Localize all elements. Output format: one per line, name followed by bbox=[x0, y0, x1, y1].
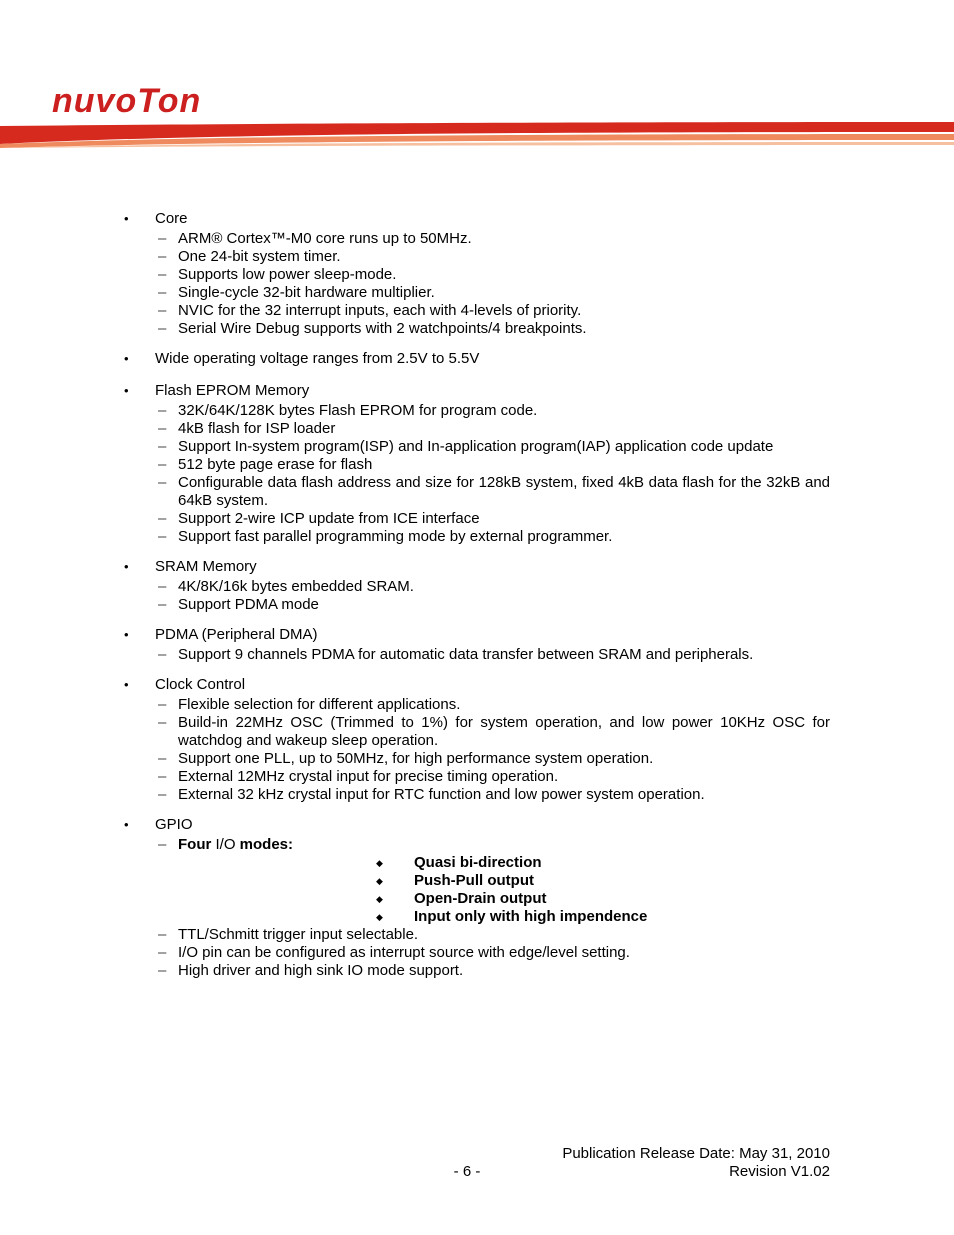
logo-text: nuvoTon bbox=[52, 88, 202, 118]
dash-icon: – bbox=[158, 320, 167, 337]
list-item: – High driver and high sink IO mode support. bbox=[158, 962, 464, 979]
dash-icon: – bbox=[158, 578, 167, 595]
bullet-item: • GPIO bbox=[0, 814, 954, 836]
list-item: – Build-in 22MHz OSC (Trimmed to 1%) for system operation, and low power 10KHz OSC for watchdog and wakeup sleep operation. bbox=[158, 714, 830, 749]
dash-icon: – bbox=[158, 230, 167, 247]
list-item: – TTL/Schmitt trigger input selectable. bbox=[158, 926, 419, 943]
list-item: – Support In-system program(ISP) and In-application program(IAP) application code update bbox=[158, 438, 774, 455]
bullet-icon: • bbox=[124, 677, 129, 692]
bullet-icon: • bbox=[124, 351, 129, 366]
list-item: – Support fast parallel programming mode by external programmer. bbox=[158, 528, 613, 545]
nuvoton-logo bbox=[52, 88, 312, 118]
dash-icon: – bbox=[158, 596, 167, 613]
dash-icon: – bbox=[158, 474, 167, 491]
dash-icon: – bbox=[158, 962, 167, 979]
dash-icon: – bbox=[158, 646, 167, 663]
publication-release-date: Publication Release Date: May 31, 2010 bbox=[562, 1145, 830, 1162]
list-item: – Supports low power sleep-mode. bbox=[158, 266, 397, 283]
dash-icon: – bbox=[158, 402, 167, 419]
bullet-icon: • bbox=[124, 559, 129, 574]
list-item: – Configurable data flash address and size for 128kB system, fixed 4kB data flash for the 32kB and 64kB system. bbox=[158, 474, 830, 509]
list-item: – Support one PLL, up to 50MHz, for high performance system operation. bbox=[158, 750, 654, 767]
list-item: – 4K/8K/16k bytes embedded SRAM. bbox=[158, 578, 414, 595]
bullet-icon: • bbox=[124, 383, 129, 398]
dash-icon: – bbox=[158, 768, 167, 785]
diamond-icon: ◆ bbox=[376, 858, 383, 868]
revision: Revision V1.02 bbox=[729, 1163, 830, 1180]
io-mode-item: ◆ Open-Drain output bbox=[376, 890, 547, 907]
io-mode-item: ◆ Quasi bi-direction bbox=[376, 854, 542, 871]
list-item: – One 24-bit system timer. bbox=[158, 248, 341, 265]
dash-icon: – bbox=[158, 944, 167, 961]
page-number: - 6 - bbox=[453, 1163, 481, 1180]
io-modes-list bbox=[178, 854, 830, 926]
list-item: – Support 2-wire ICP update from ICE interface bbox=[158, 510, 480, 527]
section-pdma bbox=[0, 624, 954, 664]
diamond-icon: ◆ bbox=[376, 912, 383, 922]
section-voltage bbox=[0, 348, 954, 370]
dash-icon: – bbox=[158, 926, 167, 943]
page-header bbox=[0, 0, 954, 150]
dash-icon: – bbox=[158, 528, 167, 545]
io-mode-item: ◆ Push-Pull output bbox=[376, 872, 534, 889]
dash-icon: – bbox=[158, 266, 167, 283]
dash-icon: – bbox=[158, 456, 167, 473]
bullet-item: • PDMA (Peripheral DMA) bbox=[0, 624, 954, 646]
io-mode-item: ◆ Input only with high impendence bbox=[376, 908, 648, 925]
list-item: – NVIC for the 32 interrupt inputs, each with 4-levels of priority. bbox=[158, 302, 582, 319]
list-item: – Support 9 channels PDMA for automatic data transfer between SRAM and peripherals. bbox=[158, 646, 754, 663]
list-item: – I/O pin can be configured as interrupt source with edge/level setting. bbox=[158, 944, 630, 961]
list-item: – External 32 kHz crystal input for RTC function and low power system operation. bbox=[158, 786, 705, 803]
bullet-icon: • bbox=[124, 627, 129, 642]
diamond-icon: ◆ bbox=[376, 876, 383, 886]
bullet-item: • SRAM Memory bbox=[0, 556, 954, 578]
list-item: – Single-cycle 32-bit hardware multiplier. bbox=[158, 284, 435, 301]
dash-icon: – bbox=[158, 284, 167, 301]
list-item: – Support PDMA mode bbox=[158, 596, 319, 613]
dash-icon: – bbox=[158, 714, 167, 731]
bullet-item: • Flash EPROM Memory bbox=[0, 380, 954, 402]
list-item: – Serial Wire Debug supports with 2 watchpoints/4 breakpoints. bbox=[158, 320, 587, 337]
section-flash bbox=[0, 380, 954, 546]
diamond-icon: ◆ bbox=[376, 894, 383, 904]
list-item: – 4kB flash for ISP loader bbox=[158, 420, 336, 437]
dash-icon: – bbox=[158, 750, 167, 767]
bullet-icon: • bbox=[124, 211, 129, 226]
bullet-item: • Clock Control bbox=[0, 674, 954, 696]
bullet-item: • Wide operating voltage ranges from 2.5V to 5.5V bbox=[0, 348, 954, 370]
dash-icon: – bbox=[158, 510, 167, 527]
dash-icon: – bbox=[158, 696, 167, 713]
dash-icon: – bbox=[158, 786, 167, 803]
section-clock bbox=[0, 674, 954, 804]
feature-list bbox=[0, 208, 954, 990]
header-band bbox=[0, 118, 954, 148]
list-item: – 512 byte page erase for flash bbox=[158, 456, 373, 473]
list-item: – Flexible selection for different applications. bbox=[158, 696, 461, 713]
section-core bbox=[0, 208, 954, 338]
dash-icon: – bbox=[158, 248, 167, 265]
dash-icon: – bbox=[158, 420, 167, 437]
list-item: – 32K/64K/128K bytes Flash EPROM for program code. bbox=[158, 402, 538, 419]
list-item: – External 12MHz crystal input for precise timing operation. bbox=[158, 768, 559, 785]
dash-icon: – bbox=[158, 302, 167, 319]
section-gpio bbox=[0, 814, 954, 980]
dash-icon: – bbox=[158, 438, 167, 455]
list-item: – ARM® Cortex™-M0 core runs up to 50MHz. bbox=[158, 230, 472, 247]
list-item: – Four I/O modes: ◆ Quasi bi-direction ◆ Push-Pull output ◆ Open-Drain output ◆ Input only with high impendence bbox=[0, 836, 830, 926]
dash-icon: – bbox=[158, 836, 167, 853]
bullet-item: • Core bbox=[0, 208, 954, 230]
section-sram bbox=[0, 556, 954, 614]
bullet-icon: • bbox=[124, 817, 129, 832]
